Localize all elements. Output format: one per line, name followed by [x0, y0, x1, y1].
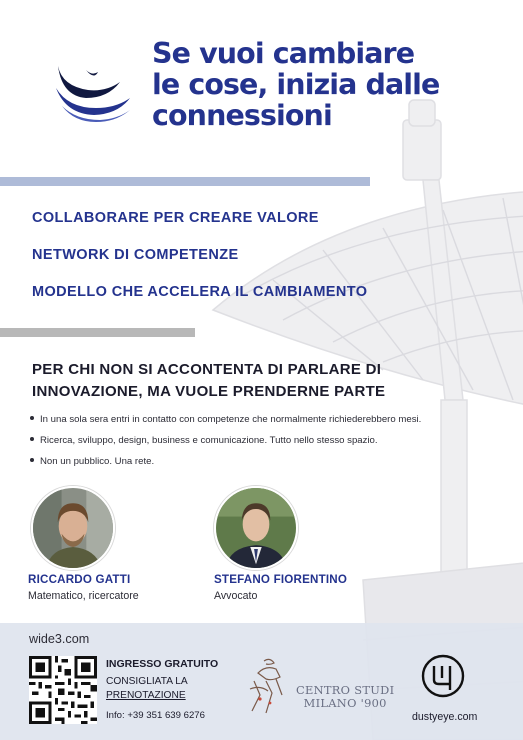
list-item-text: Ricerca, sviluppo, design, business e comunicazione. Tutto nello stesso spazio.: [40, 435, 378, 446]
headline-line-1: Se vuoi cambiare: [152, 37, 415, 70]
centro-studi-line-1: CENTRO STUDI: [296, 683, 395, 697]
website-link[interactable]: wide3.com: [29, 632, 90, 646]
section-heading-line-2: INNOVAZIONE, MA VUOLE PRENDERNE PARTE: [32, 383, 386, 400]
bullet-icon: [30, 458, 34, 462]
speaker-name: STEFANO FIORENTINO: [214, 573, 348, 586]
section-heading-line-1: PER CHI NON SI ACCONTENTA DI PARLARE DI: [32, 361, 382, 378]
speaker-role: Matematico, ricercatore: [28, 590, 139, 602]
speaker-role: Avvocato: [214, 590, 258, 602]
list-item: [30, 414, 510, 425]
list-item: [30, 435, 510, 446]
dustyeye-logo-icon: [421, 654, 465, 698]
speaker-photo-stefano: [214, 486, 298, 570]
brand-logo: [52, 58, 132, 122]
section-heading: [32, 359, 452, 403]
speaker-name: RICCARDO GATTI: [28, 573, 131, 586]
headline: [152, 38, 492, 131]
centro-studi-line-2: MILANO '900: [303, 696, 387, 710]
info-phone: Info: +39 351 639 6276: [106, 710, 205, 721]
booking-link[interactable]: PRENOTAZIONE: [106, 690, 186, 701]
headline-line-3: connessioni: [152, 99, 332, 132]
centro-studi-logo-icon: [246, 655, 288, 717]
qr-code-icon[interactable]: [29, 656, 97, 724]
topic-item: NETWORK DI COMPETENZE: [32, 247, 239, 263]
centro-studi-name: [296, 684, 394, 710]
list-item: [30, 456, 510, 467]
speaker-photo-riccardo: [31, 486, 115, 570]
entry-title: INGRESSO GRATUITO: [106, 658, 219, 670]
bullet-list: [30, 414, 510, 477]
topic-item: COLLABORARE PER CREARE VALORE: [32, 210, 319, 226]
topic-item: MODELLO CHE ACCELERA IL CAMBIAMENTO: [32, 284, 368, 300]
bullet-icon: [30, 416, 34, 420]
list-item-text: Non un pubblico. Una rete.: [40, 456, 155, 467]
dustyeye-site[interactable]: dustyeye.com: [412, 711, 478, 723]
divider-bar-blue: [0, 177, 370, 186]
list-item-text: In una sola sera entri in contatto con competenze che normalmente richiederebbero mesi.: [40, 414, 422, 425]
recommend-text: CONSIGLIATA LA: [106, 676, 188, 687]
bullet-icon: [30, 437, 34, 441]
divider-bar-gray: [0, 328, 195, 337]
headline-line-2: le cose, inizia dalle: [152, 68, 440, 101]
